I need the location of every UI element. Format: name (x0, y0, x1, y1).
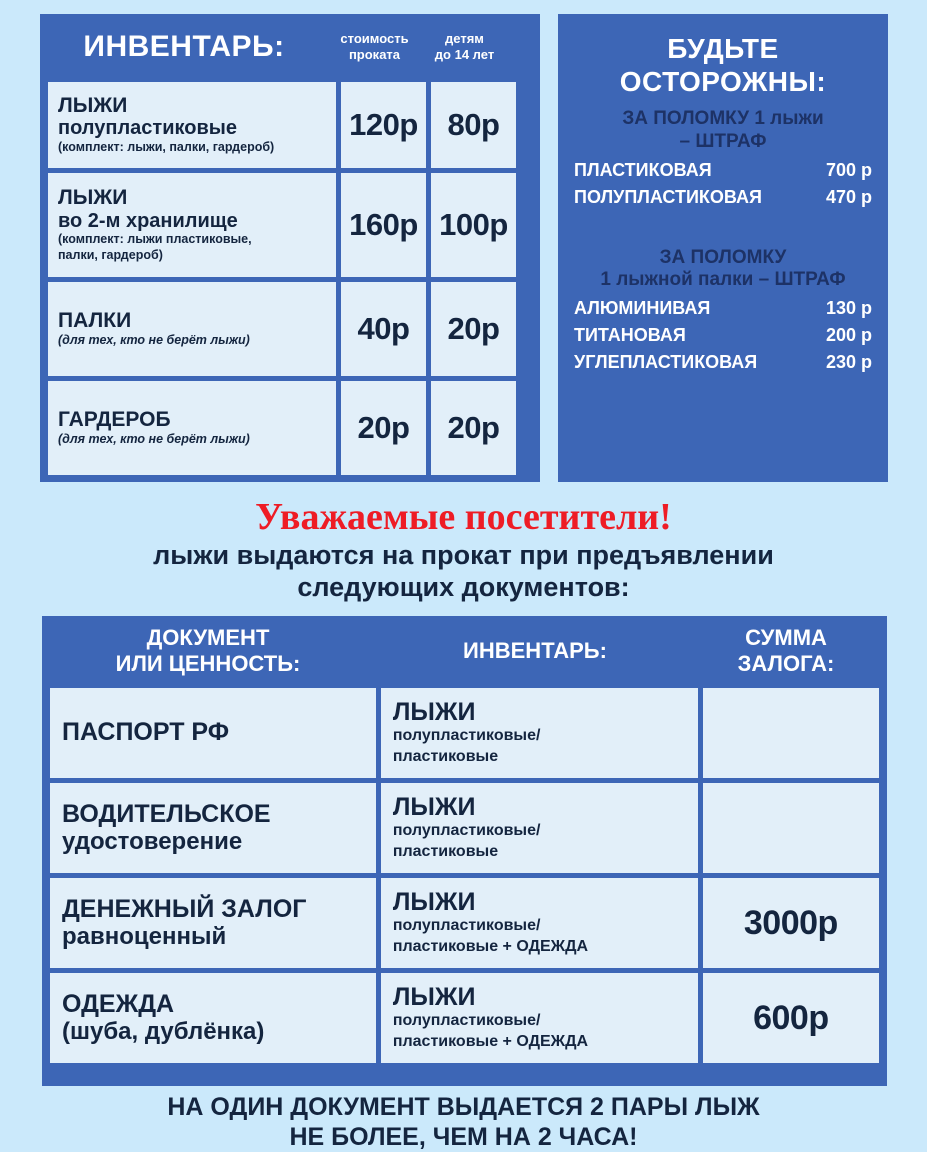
caution-title-line1: БУДЬТЕ (667, 33, 779, 64)
pole-fine-heading (570, 247, 876, 293)
document-line1: ОДЕЖДА (62, 990, 175, 1019)
item-line2: полупластиковые (58, 117, 237, 140)
price-child-value: 80р (447, 107, 500, 142)
table-row (50, 783, 879, 873)
fine-label: ТИТАНОВАЯ (574, 325, 686, 346)
children-line1: детям (445, 30, 484, 46)
table-row (50, 878, 879, 968)
ski-fine-list (570, 157, 876, 211)
doc-col-deposit-header (696, 625, 876, 677)
children-line2: до 14 лет (434, 47, 495, 62)
inventory-price-adult (341, 282, 426, 376)
caution-panel (558, 14, 888, 482)
caution-title (558, 32, 888, 98)
item-line2: во 2-м хранилище (58, 209, 238, 232)
price-adult-value: 120р (349, 107, 418, 142)
ski-fine-section (558, 108, 888, 211)
inventory-sub2: пластиковые (392, 842, 499, 860)
inventory-rows (48, 82, 532, 474)
table-row (50, 973, 879, 1063)
item-note: (для тех, кто не берёт лыжи) (58, 332, 250, 347)
inventory-sub1: полупластиковые/ (392, 727, 541, 745)
table-row (48, 381, 532, 475)
visitor-notice (0, 498, 927, 604)
price-child-value: 20р (447, 311, 500, 346)
inventory-price-child (431, 381, 516, 475)
item-line1: ЛЫЖИ (58, 93, 128, 117)
documents-table-panel (42, 616, 887, 1086)
table-row (48, 173, 532, 277)
list-item (570, 349, 876, 376)
inventory-sub1: полупластиковые/ (392, 1012, 541, 1030)
documents-table-header (42, 616, 887, 686)
document-inventory-cell (381, 688, 698, 778)
fine-amount: 200 р (825, 325, 872, 346)
fine-label: АЛЮМИНИВАЯ (574, 298, 711, 319)
inventory-sub1: полупластиковые/ (392, 822, 541, 840)
inventory-sub2: пластиковые + ОДЕЖДА (392, 937, 589, 955)
fine-amount: 130 р (825, 298, 872, 319)
rental-price-line1: стоимость (340, 30, 409, 46)
ski-fine-heading (570, 108, 876, 154)
document-inventory-cell (381, 783, 698, 873)
fine-label: ПЛАСТИКОВАЯ (574, 159, 712, 180)
item-note: (для тех, кто не берёт лыжи) (58, 431, 250, 446)
document-line1: ДЕНЕЖНЫЙ ЗАЛОГ (62, 895, 307, 924)
list-item (570, 322, 876, 349)
item-line1: ГАРДЕРОБ (58, 407, 171, 431)
inventory-title: ЛЫЖИ (392, 792, 476, 821)
document-line1: ПАСПОРТ РФ (62, 718, 230, 747)
document-line1: ВОДИТЕЛЬСКОЕ (62, 800, 271, 829)
fine-amount: 470 р (825, 186, 872, 207)
inventory-table-header (40, 14, 540, 80)
deposit-value: 3000р (743, 903, 838, 942)
fine-amount: 700 р (825, 159, 872, 180)
deposit-amount-cell (703, 878, 879, 968)
inventory-sub2: пластиковые + ОДЕЖДА (392, 1032, 589, 1050)
pole-fine-heading-line1: ЗА ПОЛОМКУ (659, 246, 787, 268)
doc-header-line1: ДОКУМЕНТ (146, 625, 270, 651)
pole-fine-heading-line2: 1 лыжной палки – ШТРАФ (600, 269, 846, 291)
table-row (48, 282, 532, 376)
notice-line-2: следующих документов: (297, 571, 630, 602)
deposit-value: 600р (753, 998, 829, 1037)
item-note-2: палки, гардероб) (58, 247, 163, 262)
ski-fine-heading-line2: – ШТРАФ (679, 130, 767, 152)
section-spacer (558, 211, 888, 237)
inventory-item-name (48, 282, 336, 376)
doc-header-line2: ИЛИ ЦЕННОСТЬ: (115, 651, 301, 676)
deposit-amount-cell (703, 973, 879, 1063)
inventory-col-rental-price-header (332, 31, 417, 64)
deposit-header-line1: СУММА (745, 625, 827, 651)
notice-line-1: лыжи выдаются на прокат при предъявлении (153, 539, 774, 570)
item-note: (комплект: лыжи, палки, гардероб) (58, 139, 275, 154)
price-adult-value: 40р (357, 311, 410, 346)
inventory-sub2: пластиковые (392, 747, 499, 765)
footer-line-2: НЕ БОЛЕЕ, ЧЕМ НА 2 ЧАСА! (289, 1123, 638, 1151)
document-inventory-cell (381, 973, 698, 1063)
inventory-price-adult (341, 381, 426, 475)
item-line1: ПАЛКИ (58, 308, 132, 332)
document-line2: удостоверение (62, 827, 243, 855)
item-line1: ЛЫЖИ (58, 185, 128, 209)
deposit-amount-cell (703, 783, 879, 873)
price-child-value: 100р (439, 207, 508, 242)
pole-fine-section (558, 247, 888, 377)
inventory-price-child (431, 173, 516, 277)
footer-line-1: НА ОДИН ДОКУМЕНТ ВЫДАЕТСЯ 2 ПАРЫ ЛЫЖ (167, 1093, 760, 1121)
document-inventory-cell (381, 878, 698, 968)
deposit-amount-cell (703, 688, 879, 778)
inventory-col-children-header (422, 31, 507, 64)
doc-col-inventory-header (374, 638, 696, 664)
ski-fine-heading-line1: ЗА ПОЛОМКУ 1 лыжи (622, 108, 824, 130)
document-name-cell (50, 878, 376, 968)
document-line2: (шуба, дублёнка) (62, 1017, 265, 1045)
fine-label: ПОЛУПЛАСТИКОВАЯ (574, 186, 762, 207)
inventory-price-child (431, 82, 516, 168)
doc-col-document-header (42, 625, 374, 677)
price-child-value: 20р (447, 410, 500, 445)
inventory-item-name (48, 173, 336, 277)
notice-title: Уважаемые посетители! (255, 496, 672, 538)
documents-rows (50, 688, 879, 1078)
inventory-sub1: полупластиковые/ (392, 917, 541, 935)
inventory-title: ЛЫЖИ (392, 697, 476, 726)
rental-price-line2: проката (348, 47, 401, 62)
fine-label: УГЛЕПЛАСТИКОВАЯ (574, 352, 758, 373)
inventory-item-name (48, 381, 336, 475)
document-name-cell (50, 688, 376, 778)
item-note: (комплект: лыжи пластиковые, (58, 231, 252, 246)
inventory-title: ЛЫЖИ (392, 887, 476, 916)
price-adult-value: 160р (349, 207, 418, 242)
list-item (570, 295, 876, 322)
document-name-cell (50, 783, 376, 873)
table-row (48, 82, 532, 168)
inventory-price-adult (341, 82, 426, 168)
price-adult-value: 20р (357, 410, 410, 445)
inventory-title: ЛЫЖИ (392, 982, 476, 1011)
inventory-header-label: ИНВЕНТАРЬ: (463, 638, 607, 664)
inventory-item-name (48, 82, 336, 168)
footer-notice (0, 1092, 927, 1152)
inventory-title: ИНВЕНТАРЬ: (83, 30, 285, 63)
table-row (50, 688, 879, 778)
document-name-cell (50, 973, 376, 1063)
list-item (570, 184, 876, 211)
fine-amount: 230 р (825, 352, 872, 373)
inventory-price-child (431, 282, 516, 376)
pole-fine-list (570, 295, 876, 376)
deposit-header-line2: ЗАЛОГА: (737, 651, 835, 676)
caution-title-line2: ОСТОРОЖНЫ: (619, 66, 827, 98)
list-item (570, 157, 876, 184)
inventory-table-panel (40, 14, 540, 482)
inventory-price-adult (341, 173, 426, 277)
document-line2: равноценный (62, 922, 227, 950)
